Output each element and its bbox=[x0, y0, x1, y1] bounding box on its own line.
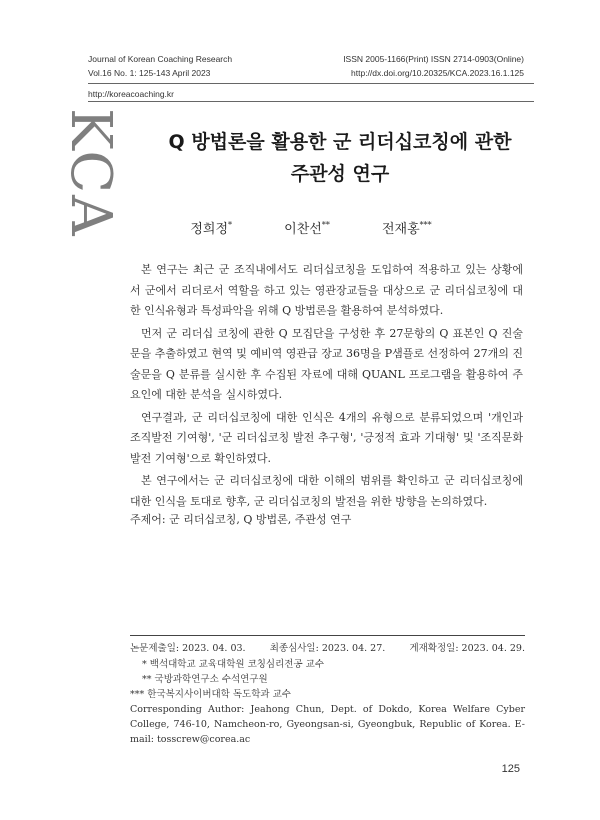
header-rule-bottom bbox=[88, 101, 534, 102]
abstract-paragraph-1: 본 연구는 최근 군 조직내에서도 리더십코칭을 도입하여 적용하고 있는 상황에서 군에서 리더로서 역할을 하고 있는 영관장교들을 대상으로 군 리더십코칭에 대한 인식유형과 특성파악을 위해 Q 방법론을 활용하여 분석하였다. bbox=[130, 263, 523, 317]
abstract-paragraph-2: 먼저 군 리더십 코칭에 관한 Q 모집단을 구성한 후 27문항의 Q 표본인 Q 진술문을 추출하였고 현역 및 예비역 영관급 장교 36명을 P샘플로 선정하여 27개의 진술문을 Q 분류를 실시한 후 수집된 자료에 대해 QUANL 프로그램을 활용하여 주요인에 대한 분석을 실시하였다. bbox=[130, 326, 523, 401]
author-2 bbox=[284, 222, 330, 237]
author-3 bbox=[382, 222, 432, 237]
paper-title bbox=[130, 126, 550, 190]
received-date: 논문제출일: 2023. 04. 03. bbox=[130, 643, 246, 654]
volume-info: Vol.16 No. 1: 125-143 April 2023 bbox=[88, 68, 211, 78]
abstract-paragraph-4: 본 연구에서는 군 리더십코칭에 대한 이해의 범위를 확인하고 군 리더십코칭에 대한 인식을 토대로 향후, 군 리더십코칭의 발전을 위한 방향을 논의하였다. bbox=[130, 474, 523, 508]
keywords: 주제어: 군 리더십코칭, Q 방법론, 주관성 연구 bbox=[130, 513, 352, 526]
footnote-1: * 백석대학교 교육대학원 코칭심리전공 교수 bbox=[142, 659, 325, 670]
journal-header-right bbox=[343, 52, 524, 80]
abstract-paragraph-3: 연구결과, 군 리더십코칭에 대한 인식은 4개의 유형으로 분류되었으며 '개인과 조직발전 기여형', '군 리더십코칭 발전 추구형', '긍정적 효과 기대형' 및 '조직문화 발전 기여형'으로 확인하였다. bbox=[130, 410, 523, 465]
author-name: 정희정 bbox=[190, 222, 229, 237]
header-rule bbox=[88, 83, 534, 84]
title-line-2: 주관성 연구 bbox=[290, 163, 390, 185]
author-mark: * bbox=[228, 220, 233, 230]
journal-name: Journal of Korean Coaching Research bbox=[88, 54, 233, 64]
submission-dates bbox=[130, 641, 525, 656]
author-mark: *** bbox=[419, 220, 432, 230]
kca-side-logo: KCA bbox=[58, 108, 123, 238]
author-name: 전재홍 bbox=[381, 222, 420, 237]
accepted-date: 게재확정일: 2023. 04. 29. bbox=[409, 643, 525, 654]
corresponding-author: Corresponding Author: Jeahong Chun, Dept. of Dokdo, Korea Welfare Cyber College, 746-10, Namcheon-ro, Gyeongsan-si, Gyeongbuk, Republic of Korea. E-mail: tosscrew@corea.ac bbox=[130, 704, 525, 745]
author-1 bbox=[190, 222, 232, 237]
abstract bbox=[130, 260, 523, 514]
journal-header-left bbox=[88, 52, 232, 80]
author-mark: ** bbox=[321, 220, 330, 230]
doi-link[interactable]: http://dx.doi.org/10.20325/KCA.2023.16.1.125 bbox=[351, 68, 524, 78]
footnote-rule bbox=[130, 635, 525, 636]
author-list bbox=[88, 218, 534, 237]
reviewed-date: 최종심사일: 2023. 04. 27. bbox=[269, 643, 386, 654]
footnote-3: *** 한국복지사이버대학 독도학과 교수 bbox=[130, 689, 291, 700]
page-number: 125 bbox=[501, 763, 520, 775]
author-name: 이찬선 bbox=[284, 222, 322, 237]
issn: ISSN 2005-1166(Print) ISSN 2714-0903(Online) bbox=[343, 54, 524, 64]
title-line-1: Q 방법론을 활용한 군 리더십코칭에 관한 bbox=[168, 131, 512, 153]
footnote-2: ** 국방과학연구소 수석연구원 bbox=[142, 674, 268, 685]
footnotes bbox=[130, 641, 525, 747]
site-url[interactable]: http://koreacoaching.kr bbox=[88, 89, 174, 99]
